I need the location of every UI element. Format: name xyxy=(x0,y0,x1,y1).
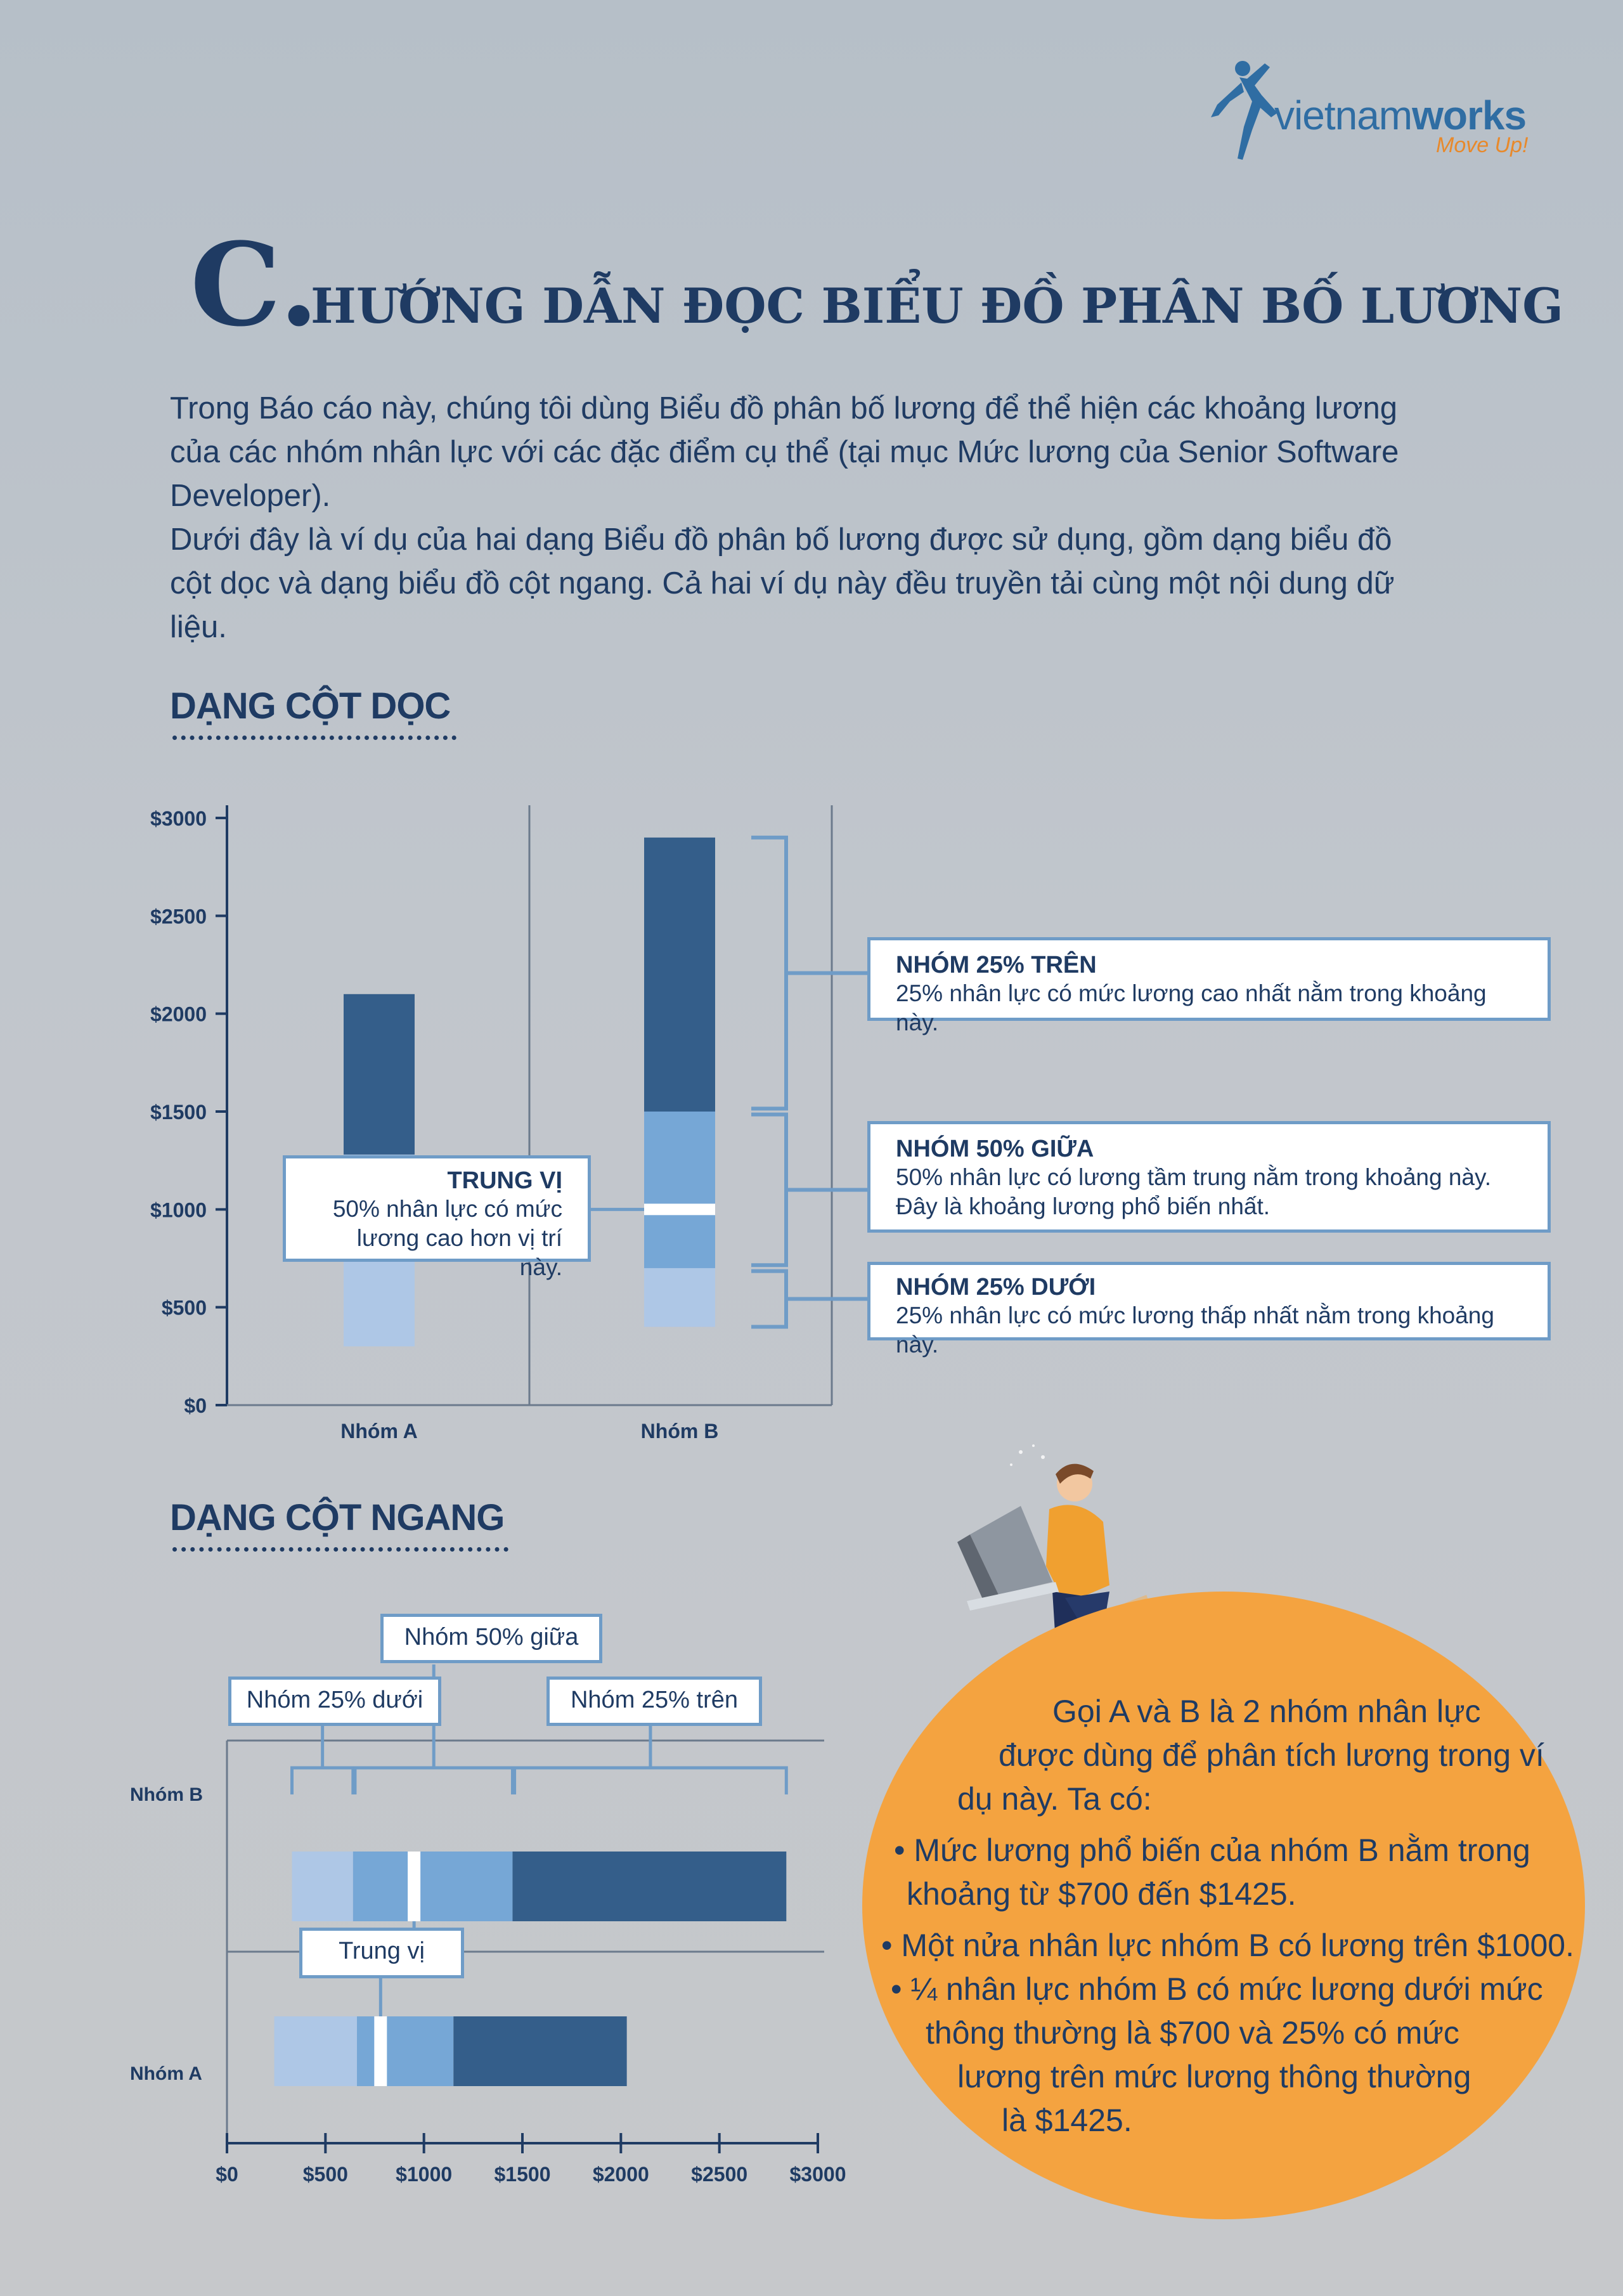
x-category-label: Nhóm B xyxy=(640,1420,719,1443)
section-letter: C. xyxy=(190,218,319,352)
bracket-lower xyxy=(751,1271,786,1327)
x-tick-label: $1500 xyxy=(494,2163,551,2186)
bubble-line-2: được dùng để phân tích lương trong ví xyxy=(999,1737,1544,1773)
logo-tagline: Move Up! xyxy=(1436,133,1529,157)
label-lower-25: Nhóm 25% dưới xyxy=(228,1677,441,1726)
bar-segment-upper xyxy=(512,1852,786,1921)
callout-middle-50 xyxy=(867,1121,1551,1233)
bubble-bullet-3a: • ¼ nhân lực nhóm B có mức lương dưới mức xyxy=(891,1971,1543,2007)
bar-segment-upper xyxy=(453,2016,626,2086)
x-tick-label: $3000 xyxy=(789,2163,846,2186)
callout-top-body: 25% nhân lực có mức lương cao nhất nằm trong khoảng này. xyxy=(896,980,1487,1035)
heading-underline xyxy=(172,1547,508,1552)
callout-mid-body-1: 50% nhân lực có lương tầm trung nằm trong khoảng này. xyxy=(896,1164,1492,1190)
x-tick-label: $500 xyxy=(302,2163,348,2186)
y-tick-label: $2000 xyxy=(150,1002,207,1026)
bubble-bullet-1b: khoảng từ $700 đến $1425. xyxy=(907,1876,1296,1912)
callout-median-title: TRUNG VỊ xyxy=(447,1167,562,1194)
y-tick-label: $2500 xyxy=(150,905,207,928)
bar-segment-lower-fill xyxy=(644,1268,715,1327)
bubble-line-1: Gọi A và B là 2 nhóm nhân lực xyxy=(1052,1694,1481,1729)
bar-segment-lower xyxy=(275,2016,357,2086)
bracket-middle xyxy=(355,1768,513,1794)
callout-bot-title: NHÓM 25% DƯỚI xyxy=(896,1274,1096,1300)
bar-segment-upper xyxy=(644,838,715,1112)
x-tick-label: $0 xyxy=(216,2163,238,2186)
callout-bottom-25 xyxy=(867,1262,1551,1358)
y-tick-label: $500 xyxy=(161,1296,207,1320)
bar-segment-middle xyxy=(357,2016,453,2086)
bar-segment-upper xyxy=(344,994,415,1155)
y-tick-label: $3000 xyxy=(150,807,207,830)
y-category-label: Nhóm A xyxy=(130,2063,202,2084)
section-heading-horizontal: DẠNG CỘT NGANG xyxy=(170,1497,505,1538)
y-tick-label: $1500 xyxy=(150,1101,207,1124)
bracket-lower xyxy=(292,1768,353,1794)
callout-median xyxy=(283,1155,591,1280)
bar-segment-lower xyxy=(292,1852,353,1921)
label-upper-25: Nhóm 25% trên xyxy=(546,1677,762,1726)
callout-mid-body-2: Đây là khoảng lương phổ biến nhất. xyxy=(896,1193,1271,1219)
callout-top-title: NHÓM 25% TRÊN xyxy=(896,952,1097,978)
bubble-bullet-1a: • Mức lương phổ biến của nhóm B nằm trong xyxy=(894,1832,1530,1868)
bubble-bullet-3b: thông thường là $700 và 25% có mức xyxy=(926,2015,1459,2051)
x-tick-label: $2500 xyxy=(691,2163,748,2186)
logo-wordmark: vietnamworks xyxy=(1274,93,1527,138)
bar-segment-middle xyxy=(644,1112,715,1268)
y-tick-label: $0 xyxy=(184,1394,207,1417)
x-tick-label: $2000 xyxy=(592,2163,649,2186)
intro-paragraph-1: Trong Báo cáo này, chúng tôi dùng Biểu đồ phân bố lương để thể hiện các khoảng lương của các nhóm nhân lực với các đặc điểm cụ thể (tại mục Mức lương của Senior Software Developer). xyxy=(170,391,1399,513)
bubble-bullet-2: • Một nửa nhân lực nhóm B có lương trên $1000. xyxy=(881,1928,1574,1963)
heading-underline xyxy=(172,736,456,740)
bubble-bullet-3c: lương trên mức lương thông thường xyxy=(957,2059,1471,2094)
y-tick-label: $1000 xyxy=(150,1198,207,1222)
callout-median-body-1: 50% nhân lực có mức xyxy=(332,1196,562,1222)
y-category-label: Nhóm B xyxy=(130,1784,203,1805)
median-marker xyxy=(408,1852,420,1921)
bracket-upper xyxy=(515,1768,787,1794)
bracket-middle xyxy=(751,1115,786,1266)
x-category-label: Nhóm A xyxy=(340,1420,418,1443)
bubble-bullet-3d: là $1425. xyxy=(1002,2103,1132,2138)
callout-mid-title: NHÓM 50% GIỮA xyxy=(896,1136,1094,1162)
median-marker xyxy=(374,2016,387,2086)
intro-text xyxy=(170,387,1438,649)
callout-top-25 xyxy=(867,937,1551,1035)
callout-median-body-2: lương cao hơn vị trí này. xyxy=(356,1225,562,1280)
bubble-line-3: dụ này. Ta có: xyxy=(957,1781,1152,1817)
page-title: HƯỚNG DẪN ĐỌC BIỂU ĐỒ PHÂN BỐ LƯƠNG xyxy=(311,278,1564,334)
sparkle-icon xyxy=(1010,1444,1045,1466)
callout-bot-body: 25% nhân lực có mức lương thấp nhất nằm trong khoảng này. xyxy=(896,1302,1494,1358)
median-marker xyxy=(644,1203,715,1215)
section-heading-vertical: DẠNG CỘT DỌC xyxy=(170,685,451,727)
intro-paragraph-2: Dưới đây là ví dụ của hai dạng Biểu đồ phân bố lương được sử dụng, gồm dạng biểu đồ cột dọc và dạng biểu đồ cột ngang. Cả hai ví dụ này đều truyền tải cùng một nội dung dữ liệu. xyxy=(170,522,1395,644)
bracket-upper xyxy=(751,838,786,1109)
bar-segment-middle xyxy=(353,1852,513,1921)
explanation-text xyxy=(875,1690,1585,2143)
label-median: Trung vị xyxy=(299,1928,464,1978)
label-middle-50: Nhóm 50% giữa xyxy=(380,1614,602,1663)
x-tick-label: $1000 xyxy=(396,2163,453,2186)
runner-figure-icon xyxy=(1211,61,1277,160)
